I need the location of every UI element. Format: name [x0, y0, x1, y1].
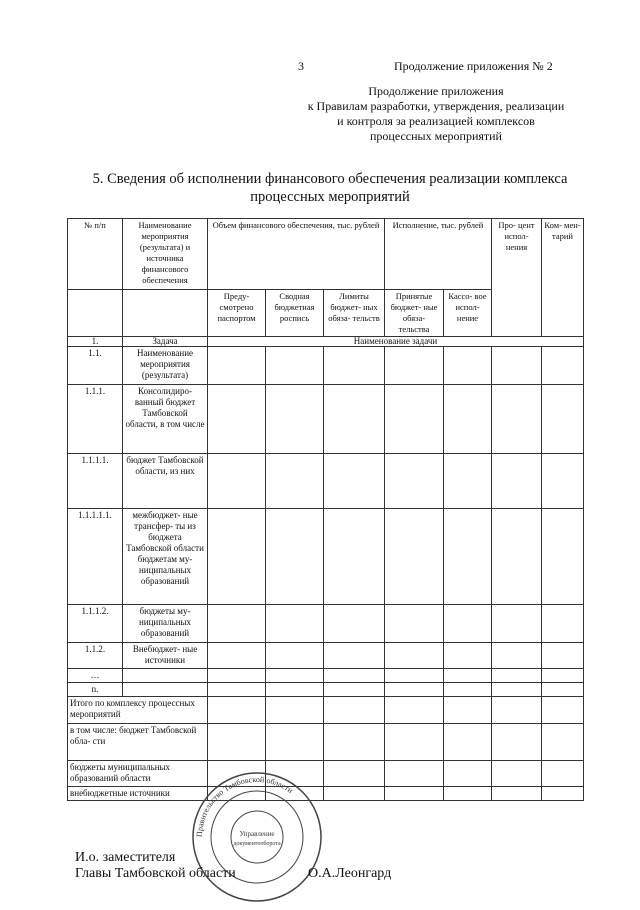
row-number: …	[68, 669, 123, 683]
table-row	[68, 605, 584, 643]
row-number: 1.	[68, 337, 123, 347]
header-percent: Про- цент испол- нения	[492, 219, 542, 337]
appendix-line: к Правилам разработки, утверждения, реализации	[307, 99, 565, 113]
row-label: межбюджет- ные трансфер- ты из бюджета Тамбовской области бюджетам му- ниципальных образований	[123, 509, 208, 605]
row-number: 1.1.1.1.	[68, 454, 123, 509]
summary-label: бюджеты муниципальных образований области	[68, 761, 208, 787]
appendix-line: и контроля за реализацией комплексов	[337, 114, 535, 128]
svg-text:Управление: Управление	[239, 830, 275, 838]
summary-label: в том числе: бюджет Тамбовской обла- сти	[68, 724, 208, 761]
row-number: 1.1.1.2.	[68, 605, 123, 643]
row-number: 1.1.	[68, 347, 123, 385]
finance-table	[67, 218, 584, 801]
header-num: № п/п	[68, 219, 123, 290]
seal-graphic	[190, 770, 325, 905]
appendix-header	[260, 84, 612, 144]
task-label: Задача	[123, 337, 208, 347]
header-row-1	[68, 219, 584, 290]
appendix-line: Продолжение приложения	[368, 84, 504, 98]
empty-cell	[123, 290, 208, 337]
table-row	[68, 347, 584, 385]
section-title-line1: 5. Сведения об исполнении финансового обеспечения реализации комплекса	[92, 171, 568, 187]
summary-row	[68, 761, 584, 787]
row-number: 1.1.1.	[68, 385, 123, 454]
svg-text:документооборота: документооборота	[233, 841, 281, 847]
summary-row	[68, 697, 584, 724]
header-passport: Преду- смотрено паспортом	[208, 290, 266, 337]
header-accepted: Принятые бюджет- ные обяза- тельства	[385, 290, 444, 337]
table-row	[68, 683, 584, 697]
section-title-line2: процессных мероприятий	[250, 189, 410, 205]
task-name: Наименование задачи	[208, 337, 584, 347]
summary-row	[68, 787, 584, 801]
table-row	[68, 385, 584, 454]
table-row	[68, 509, 584, 605]
row-label: бюджеты му- ниципальных образований	[123, 605, 208, 643]
summary-label: Итого по комплексу процессных мероприятий	[68, 697, 208, 724]
row-number: 1.1.2.	[68, 643, 123, 669]
header-volume: Объем финансового обеспечения, тыс. рублей	[208, 219, 385, 290]
summary-row	[68, 724, 584, 761]
row-label: Консолидиро- ванный бюджет Тамбовской области, в том числе	[123, 385, 208, 454]
page-number: 3	[298, 59, 304, 73]
empty-cell	[68, 290, 123, 337]
row-label	[123, 683, 208, 697]
header-cash: Кассо- вое испол- нение	[444, 290, 492, 337]
header-execution: Исполнение, тыс. рублей	[385, 219, 492, 290]
continuation-note: Продолжение приложения № 2	[394, 59, 553, 73]
header-comment: Ком- мен- тарий	[542, 219, 584, 337]
section-title	[70, 170, 590, 206]
signer-name: О.А.Леонгард	[308, 866, 392, 881]
row-number: n.	[68, 683, 123, 697]
task-row	[68, 337, 584, 347]
seal-outer-text: Правительство Тамбовской области	[194, 774, 295, 838]
row-number: 1.1.1.1.1.	[68, 509, 123, 605]
row-label	[123, 669, 208, 683]
table-row	[68, 669, 584, 683]
official-seal	[190, 770, 325, 905]
signer-title-line2: Главы Тамбовской области	[75, 866, 236, 881]
header-limits: Лимиты бюджет- ных обяза- тельств	[324, 290, 385, 337]
header-budget-list: Сводная бюджетная роспись	[266, 290, 324, 337]
summary-label: внебюджетные источники	[68, 787, 208, 801]
table-row	[68, 643, 584, 669]
signer-title-line1: И.о. заместителя	[75, 850, 176, 865]
appendix-line: процессных мероприятий	[370, 129, 502, 143]
row-label: Наименование мероприятия (результата)	[123, 347, 208, 385]
header-name: Наименование мероприятия (результата) и источника финансового обеспечения	[123, 219, 208, 290]
table-row	[68, 454, 584, 509]
svg-text:Правительство Тамбовской облас	[195, 775, 295, 837]
row-label: Внебюджет- ные источники	[123, 643, 208, 669]
row-label: бюджет Тамбовской области, из них	[123, 454, 208, 509]
